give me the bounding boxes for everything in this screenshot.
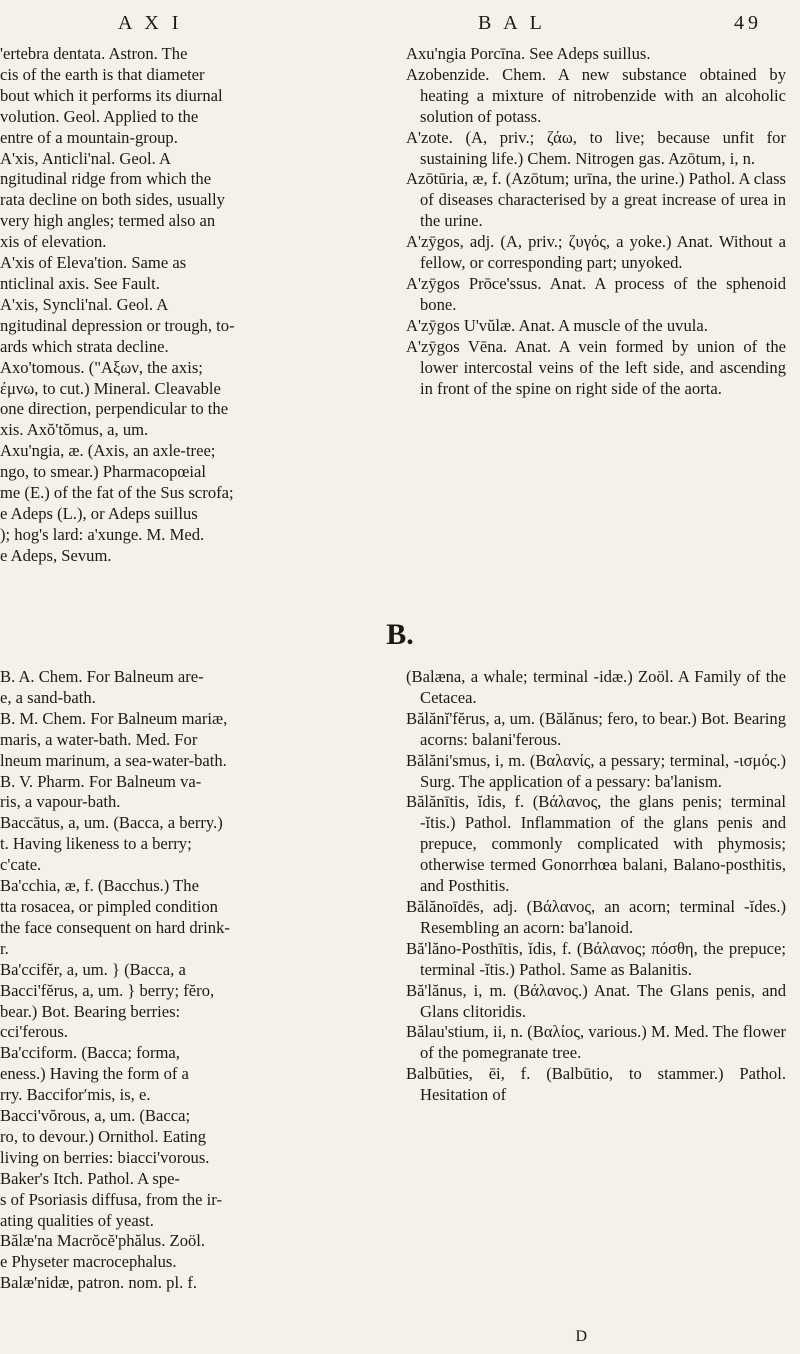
dictionary-entry: A'zȳgos Vēna. Anat. A vein formed by union of the lower intercostal veins of the left side, and ascending in front of the spine on right side of the aorta. xyxy=(406,336,786,398)
page-number: 49 xyxy=(734,12,762,34)
dictionary-entry: e, a sand-bath. xyxy=(0,687,96,707)
dictionary-entry: A'zȳgos Prōce'ssus. Anat. A process of the sphenoid bone. xyxy=(406,273,786,314)
dictionary-entry: Baccātus, a, um. (Bacca, a berry.) xyxy=(0,813,223,833)
dictionary-entry: ngitudinal ridge from which the xyxy=(0,169,212,189)
section-letter: B. xyxy=(386,618,414,651)
dictionary-entry: B. V. Pharm. For Balneum va- xyxy=(0,771,202,791)
dictionary-entry: A'zote. (A, priv.; ζάω, to live; because unfit for sustaining life.) Chem. Nitrogen gas. Azōtum, i, n. xyxy=(406,127,786,168)
dictionary-entry: ngitudinal depression or trough, to- xyxy=(0,315,235,335)
dictionary-entry: Balæ'nidæ, patron. nom. pl. f. xyxy=(0,1273,198,1293)
dictionary-entry: A'xis, Anticli'nal. Geol. A xyxy=(0,148,171,168)
dictionary-entry: c'cate. xyxy=(0,855,42,875)
dictionary-entry: lneum marinum, a sea-water-bath. xyxy=(0,750,227,770)
dictionary-entry: nticlinal axis. See Fault. xyxy=(0,273,160,293)
header-left: A X I xyxy=(118,12,183,34)
dictionary-entry: tta rosacea, or pimpled condition xyxy=(0,896,218,916)
dictionary-entry: A'zȳgos U'vŭlæ. Anat. A muscle of the uvula. xyxy=(406,315,708,335)
dictionary-entry: ards which strata decline. xyxy=(0,336,169,356)
dictionary-entry: Bă'lăno-Posthītis, ĭdis, f. (Βάλανος; πόσθη, the prepuce; terminal -ĭtis.) Pathol. Same as Balanitis. xyxy=(406,938,786,979)
dictionary-entry: Bălănītis, ĭdis, f. (Βάλανος, the glans penis; terminal -ĭtis.) Pathol. Inflammation of the glans penis and prepuce, commonly complicated with phymosis; otherwise termed Gonorrhœa balani, Balano-posthitis, and Posthitis. xyxy=(406,792,786,896)
dictionary-entry: (Balæna, a whale; terminal -idæ.) Zoöl. A Family of the Cetacea. xyxy=(406,667,786,707)
dictionary-entry: Bă'lănus, i, m. (Βάλανος.) Anat. The Glans penis, and Glans clitoridis. xyxy=(406,980,786,1021)
dictionary-entry: Axu'ngia Porcīna. See Adeps suillus. xyxy=(406,44,651,63)
dictionary-entry: Bălau'stium, ii, n. (Βαλίος, various.) M. Med. The flower of the pomegranate tree. xyxy=(406,1022,786,1063)
dictionary-entry: B. M. Chem. For Balneum mariæ, xyxy=(0,708,228,728)
dictionary-entry: e Adeps, Sevum. xyxy=(0,545,112,565)
dictionary-entry: Bacci'fĕrus, a, um. } berry; fĕro, xyxy=(0,980,215,1000)
dictionary-entry: r. xyxy=(0,938,9,958)
dictionary-entry: Azōtūria, æ, f. (Azōtum; urīna, the urine.) Pathol. A class of diseases characterised by a great increase of urea in the urine. xyxy=(406,169,786,231)
dictionary-entry: ris, a vapour-bath. xyxy=(0,792,121,812)
dictionary-entry: bout which it performs its diurnal xyxy=(0,85,223,105)
dictionary-entry: eness.) Having the form of a xyxy=(0,1064,189,1084)
bottom-right-column xyxy=(406,667,786,1106)
dictionary-entry: ngo, to smear.) Pharmacopœial xyxy=(0,462,206,482)
signature-mark: D xyxy=(575,1328,587,1345)
dictionary-entry: Ba'ccifĕr, a, um. } (Bacca, a xyxy=(0,959,186,979)
dictionary-entry: rry. Bacciforʹmis, is, e. xyxy=(0,1085,151,1105)
dictionary-entry: A'zȳgos, adj. (A, priv.; ζυγός, a yoke.) Anat. Without a fellow, or corresponding part; unyoked. xyxy=(406,232,786,273)
dictionary-entry: maris, a water-bath. Med. For xyxy=(0,729,198,749)
dictionary-entry: xis of elevation. xyxy=(0,232,107,252)
dictionary-entry: Balbūties, ēi, f. (Balbūtio, to stammer.) Pathol. Hesitation of xyxy=(406,1064,786,1105)
dictionary-entry: ro, to devour.) Ornithol. Eating xyxy=(0,1126,207,1146)
dictionary-entry: rata decline on both sides, usually xyxy=(0,190,225,210)
dictionary-entry: cis of the earth is that diameter xyxy=(0,64,205,84)
header-center: B A L xyxy=(478,12,546,34)
dictionary-entry: bear.) Bot. Bearing berries: xyxy=(0,1001,181,1021)
dictionary-entry: ating qualities of yeast. xyxy=(0,1210,154,1230)
dictionary-entry: Ba'cchia, æ, f. (Bacchus.) The xyxy=(0,876,199,896)
dictionary-entry: Axu'ngia, æ. (Axis, an axle-tree; xyxy=(0,441,216,461)
dictionary-entry: cci'ferous. xyxy=(0,1022,68,1042)
dictionary-entry: e Physeter macrocephalus. xyxy=(0,1252,177,1272)
dictionary-entry: Bălănoīdēs, adj. (Βάλανος, an acorn; terminal -ĭdes.) Resembling an acorn: ba'lanoid. xyxy=(406,896,786,937)
dictionary-entry: e Adeps (L.), or Adeps suillus xyxy=(0,503,198,523)
dictionary-entry: Bălănĭ'fĕrus, a, um. (Bălănus; fero, to bear.) Bot. Bearing acorns: balani'ferous. xyxy=(406,708,786,749)
dictionary-entry: the face consequent on hard drink- xyxy=(0,917,230,937)
dictionary-entry: volution. Geol. Applied to the xyxy=(0,106,199,126)
dictionary-entry: Bălăni'smus, i, m. (Βαλανίς, a pessary; terminal, -ισμός.) Surg. The application of a pessary: ba'lanism. xyxy=(406,750,786,791)
dictionary-entry: very high angles; termed also an xyxy=(0,211,216,231)
dictionary-entry: A'xis of Eleva'tion. Same as xyxy=(0,253,187,273)
bottom-left-column xyxy=(0,667,376,1294)
dictionary-entry: έμνω, to cut.) Mineral. Cleavable xyxy=(0,378,221,398)
dictionary-entry: Bacci'vŏrous, a, um. (Bacca; xyxy=(0,1106,191,1126)
dictionary-entry: 'ertebra dentata. Astron. The xyxy=(0,44,188,63)
dictionary-entry: Azobenzide. Chem. A new substance obtained by heating a mixture of nitrobenzide with an alcoholic solution of potass. xyxy=(406,64,786,126)
dictionary-entry: Axo'tomous. ("Aξων, the axis; xyxy=(0,357,203,377)
dictionary-entry: B. A. Chem. For Balneum are- xyxy=(0,667,204,686)
dictionary-entry: Baker's Itch. Pathol. A spe- xyxy=(0,1168,180,1188)
dictionary-entry: s of Psoriasis diffusa, from the ir- xyxy=(0,1189,222,1209)
dictionary-entry: Bălæ'na Macrŏcĕ'phălus. Zoöl. xyxy=(0,1231,206,1251)
dictionary-entry: xis. Axŏ'tŏmus, a, um. xyxy=(0,420,149,440)
dictionary-entry: ); hog's lard: a'xunge. M. Med. xyxy=(0,524,205,544)
dictionary-entry: A'xis, Syncli'nal. Geol. A xyxy=(0,294,169,314)
top-left-column xyxy=(0,44,376,567)
dictionary-entry: one direction, perpendicular to the xyxy=(0,399,229,419)
dictionary-entry: living on berries: biacci'vorous. xyxy=(0,1147,210,1167)
dictionary-entry: entre of a mountain-group. xyxy=(0,127,178,147)
dictionary-entry: t. Having likeness to a berry; xyxy=(0,834,192,854)
dictionary-entry: Ba'cciform. (Bacca; forma, xyxy=(0,1043,180,1063)
top-right-column xyxy=(406,44,786,399)
running-header xyxy=(0,8,800,42)
dictionary-entry: me (E.) of the fat of the Sus scrofa; xyxy=(0,483,234,503)
